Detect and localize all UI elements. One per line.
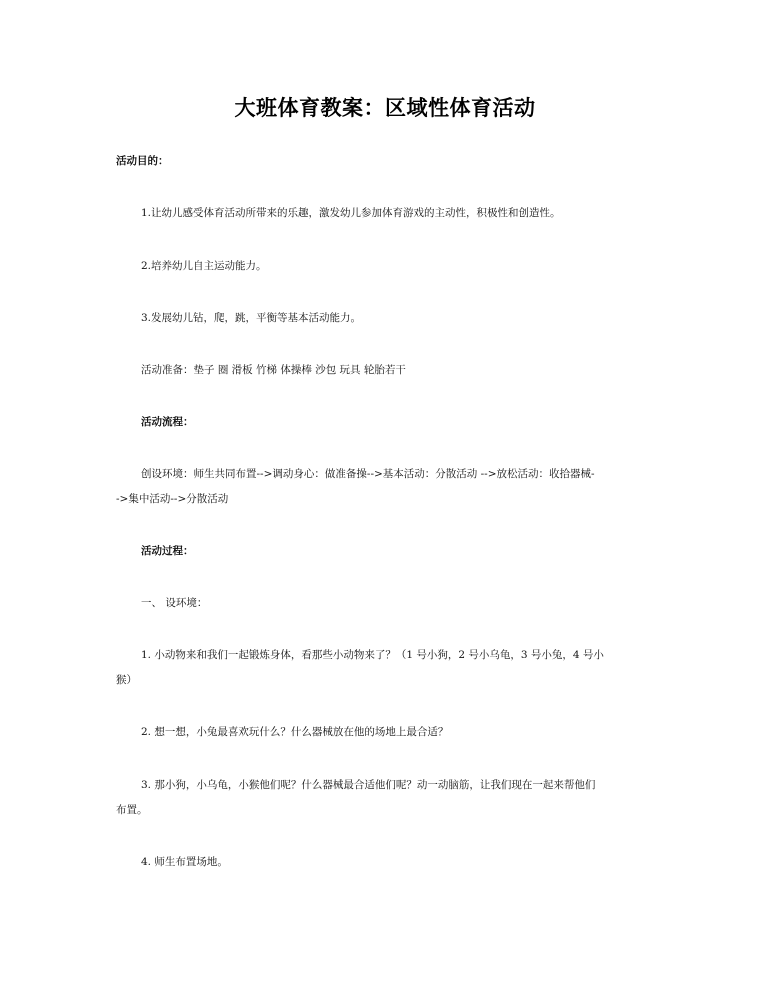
- section-one-heading: 一、 设环境：: [141, 597, 208, 609]
- process-heading: 活动过程：: [141, 545, 194, 557]
- flow-heading: 活动流程：: [141, 416, 194, 428]
- step-4: 4. 师生布置场地。: [141, 856, 228, 868]
- step-1-line-2: 猴）: [116, 674, 137, 686]
- step-2: 2. 想一想，小兔最喜欢玩什么？什么器械放在他的场地上最合适？: [141, 726, 449, 738]
- goal-heading: 活动目的：: [116, 155, 169, 167]
- step-1-line-1: 1. 小动物来和我们一起锻炼身体，看那些小动物来了？（1 号小狗，2 号小乌龟，3 号小兔，4 号小: [141, 649, 604, 661]
- preparation-line: 活动准备：垫子 圈 滑板 竹梯 体操棒 沙包 玩具 轮胎若干: [141, 364, 406, 376]
- document-title: 大班体育教案：区域性体育活动: [234, 95, 536, 120]
- goal-item-2: 2.培养幼儿自主运动能力。: [141, 260, 267, 272]
- step-3-line-1: 3. 那小狗，小乌龟，小猴他们呢？什么器械最合适他们呢？动一动脑筋，让我们现在一起来帮他们: [141, 779, 596, 791]
- step-3-line-2: 布置。: [116, 804, 148, 816]
- goal-item-3: 3.发展幼儿钻，爬，跳，平衡等基本活动能力。: [141, 312, 362, 324]
- flow-line-2: ->集中活动-->分散活动: [116, 493, 229, 505]
- flow-line-1: 创设环境：师生共同布置-->调动身心：做准备操-->基本活动：分散活动 -->放松活动：收拾器械-: [141, 468, 595, 480]
- goal-item-1: 1.让幼儿感受体育活动所带来的乐趣，激发幼儿参加体育游戏的主动性，积极性和创造性。: [141, 207, 561, 219]
